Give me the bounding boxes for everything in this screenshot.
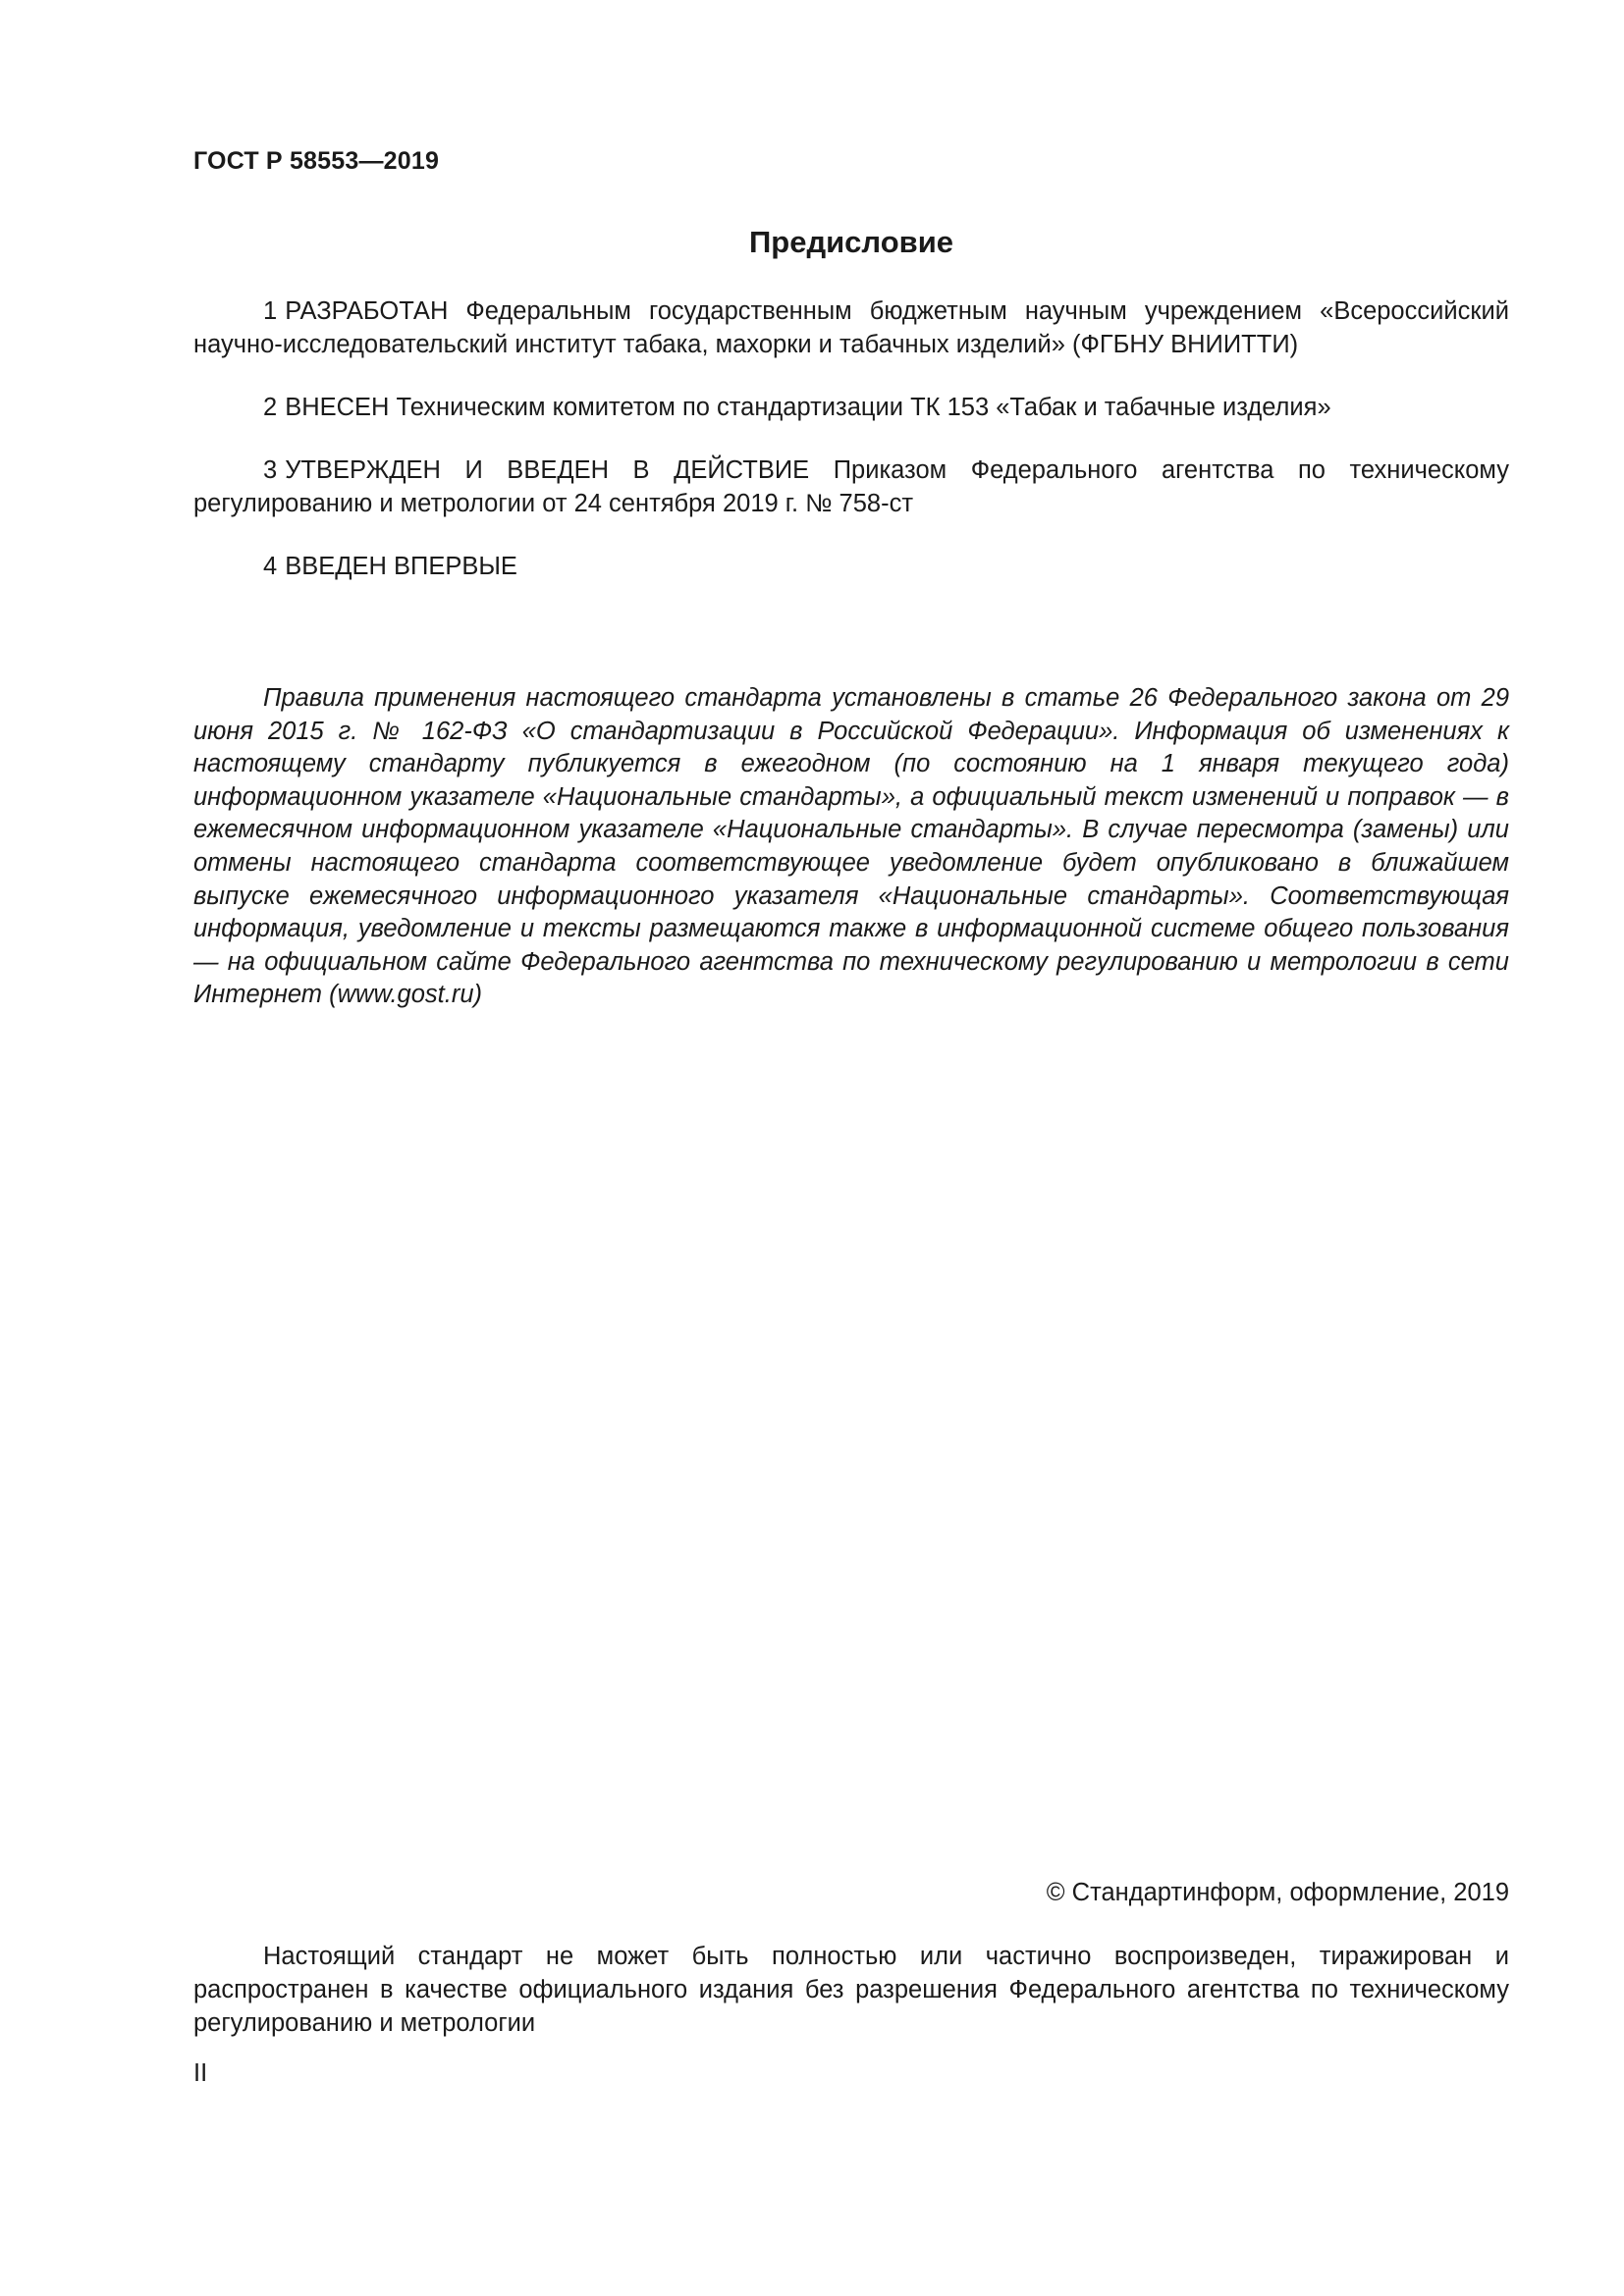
page-title: Предисловие xyxy=(748,225,953,259)
item-number: 2 xyxy=(263,394,278,421)
item-text: ВНЕСЕН Техническим комитетом по стандартизации ТК 153 «Табак и табачные изделия» xyxy=(285,394,1331,421)
foreword-items xyxy=(193,294,1509,613)
foreword-item-4 xyxy=(193,550,1509,583)
item-text: ВВЕДЕН ВПЕРВЫЕ xyxy=(285,553,517,580)
foreword-item-1 xyxy=(193,294,1509,361)
foreword-item-2 xyxy=(193,391,1509,424)
item-text: РАЗРАБОТАН Федеральным государственным бюджетным научным учреждением «Всероссийский научно-исследовательский институт табака, махорки и табачных изделий» (ФГБНУ ВНИИТТИ) xyxy=(193,297,1509,358)
page-number: II xyxy=(193,2059,208,2087)
application-rules-notice: Правила применения настоящего стандарта установлены в статье 26 Федерального закона от 29 июня 2015 г. № 162-ФЗ «О стандартизации в Российской Федерации». Информация об изменениях к настоящему стандарту публикуется в ежегодном (по состоянию на 1 января текущего года) информационном указателе «Национальные стандарты», а официальный текст изменений и поправок — в ежемесячном информационном указателе «Национальные стандарты». В случае пересмотра (замены) или отмены настоящего стандарта соответствующее уведомление будет опубликовано в ближайшем выпуске ежемесячного информационного указателя «Национальные стандарты». Соответствующая информация, уведомление и тексты размещаются также в информационной системе общего пользования — на официальном сайте Федерального агентства по техническому регулированию и метрологии в сети Интернет (www.gost.ru) xyxy=(193,684,1509,1009)
item-number: 1 xyxy=(263,297,278,325)
copyright-line: © Стандартинформ, оформление, 2019 xyxy=(1046,1879,1509,1906)
item-text: УТВЕРЖДЕН И ВВЕДЕН В ДЕЙСТВИЕ Приказом Федерального агентства по техническому регулированию и метрологии от 24 сентября 2019 г. № 758-ст xyxy=(193,456,1509,517)
item-number: 3 xyxy=(263,456,278,484)
item-number: 4 xyxy=(263,553,278,580)
foreword-item-3 xyxy=(193,454,1509,520)
document-code: ГОСТ Р 58553—2019 xyxy=(193,147,440,175)
reproduction-disclaimer: Настоящий стандарт не может быть полностью или частично воспроизведен, тиражирован и распространен в качестве официального издания без разрешения Федерального агентства по техническому регулированию и метрологии xyxy=(193,1943,1509,2037)
